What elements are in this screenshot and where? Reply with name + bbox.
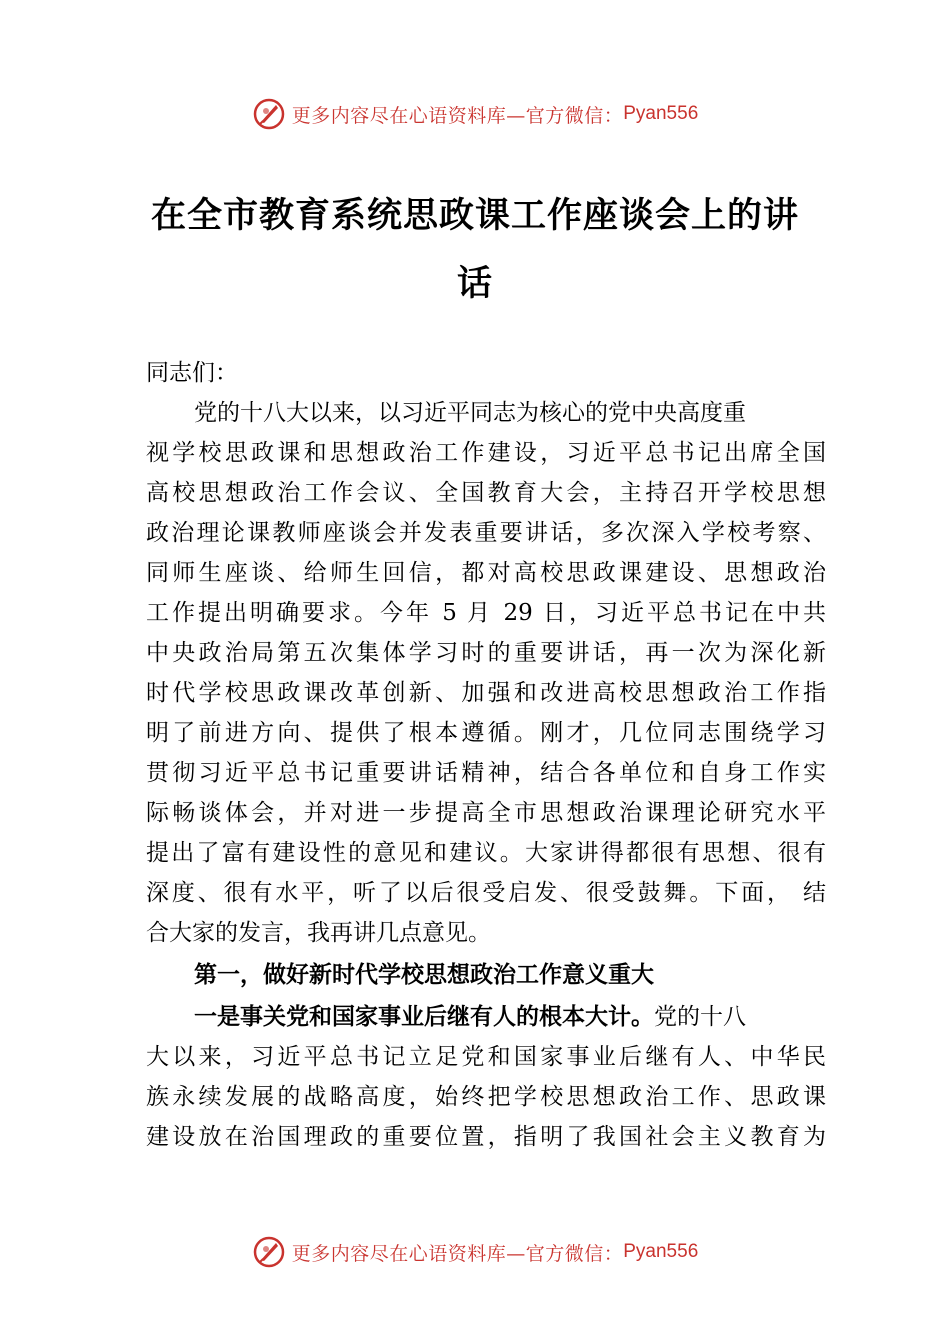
paragraph-line: 高校思想政治工作会议、全国教育大会，主持召开学校思想	[146, 480, 826, 506]
paragraph-intro	[146, 393, 826, 953]
watermark-text: 更多内容尽在心语资料库—官方微信：	[291, 1242, 624, 1265]
point-1-lead-text: 党的十八	[654, 1004, 746, 1030]
paragraph-line: 时代学校思政课改革创新、加强和改进高校思想政治工作指	[146, 680, 826, 706]
watermark-wechat-id: Pyan556	[623, 1241, 699, 1262]
section-heading-1: 第一，做好新时代学校思想政治工作意义重大	[194, 962, 654, 988]
document-title-line-1: 在全市教育系统思政课工作座谈会上的讲	[150, 195, 799, 236]
paragraph-line: 同师生座谈、给师生回信，都对高校思政课建设、思想政治	[146, 560, 826, 586]
paragraph-line: 工作提出明确要求。今年 5 月 29 日，习近平总书记在中共	[146, 600, 826, 626]
quill-logo-icon	[252, 1235, 286, 1269]
paragraph-point-1	[146, 997, 826, 1157]
salutation: 同志们：	[146, 360, 238, 386]
document-body	[146, 353, 826, 1157]
paragraph-line	[146, 997, 826, 1037]
paragraph-line: 政治理论课教师座谈会并发表重要讲话，多次深入学校考察、	[146, 520, 826, 546]
document-title-line-2: 话	[456, 263, 493, 304]
quill-logo-icon	[252, 97, 286, 131]
paragraph-line: 族永续发展的战略高度，始终把学校思想政治工作、思政课	[146, 1084, 826, 1110]
paragraph-line: 合大家的发言，我再讲几点意见。	[146, 920, 491, 946]
watermark-text: 更多内容尽在心语资料库—官方微信：	[291, 104, 624, 127]
point-1-heading: 一是事关党和国家事业后继有人的根本大计。	[194, 1004, 654, 1030]
paragraph-line: 深度、很有水平，听了以后很受启发、很受鼓舞。下面， 结	[146, 880, 826, 906]
paragraph-line: 明了前进方向、提供了根本遵循。刚才，几位同志围绕学习	[146, 720, 826, 746]
header-watermark	[0, 92, 950, 136]
paragraph-line: 贯彻习近平总书记重要讲话精神，结合各单位和自身工作实	[146, 760, 826, 786]
footer-watermark	[0, 1230, 950, 1274]
paragraph-line: 党的十八大以来，以习近平同志为核心的党中央高度重	[194, 400, 746, 426]
paragraph-line: 中央政治局第五次集体学习时的重要讲话，再一次为深化新	[146, 640, 826, 666]
paragraph-line: 建设放在治国理政的重要位置，指明了我国社会主义教育为	[146, 1124, 826, 1150]
paragraph-line: 提出了富有建设性的意见和建议。大家讲得都很有思想、很有	[146, 840, 826, 866]
paragraph-line: 际畅谈体会，并对进一步提高全市思想政治课理论研究水平	[146, 800, 826, 826]
watermark-wechat-id: Pyan556	[623, 103, 699, 124]
paragraph-line: 视学校思政课和思想政治工作建设，习近平总书记出席全国	[146, 440, 826, 466]
paragraph-line: 大以来，习近平总书记立足党和国家事业后继有人、中华民	[146, 1044, 826, 1070]
